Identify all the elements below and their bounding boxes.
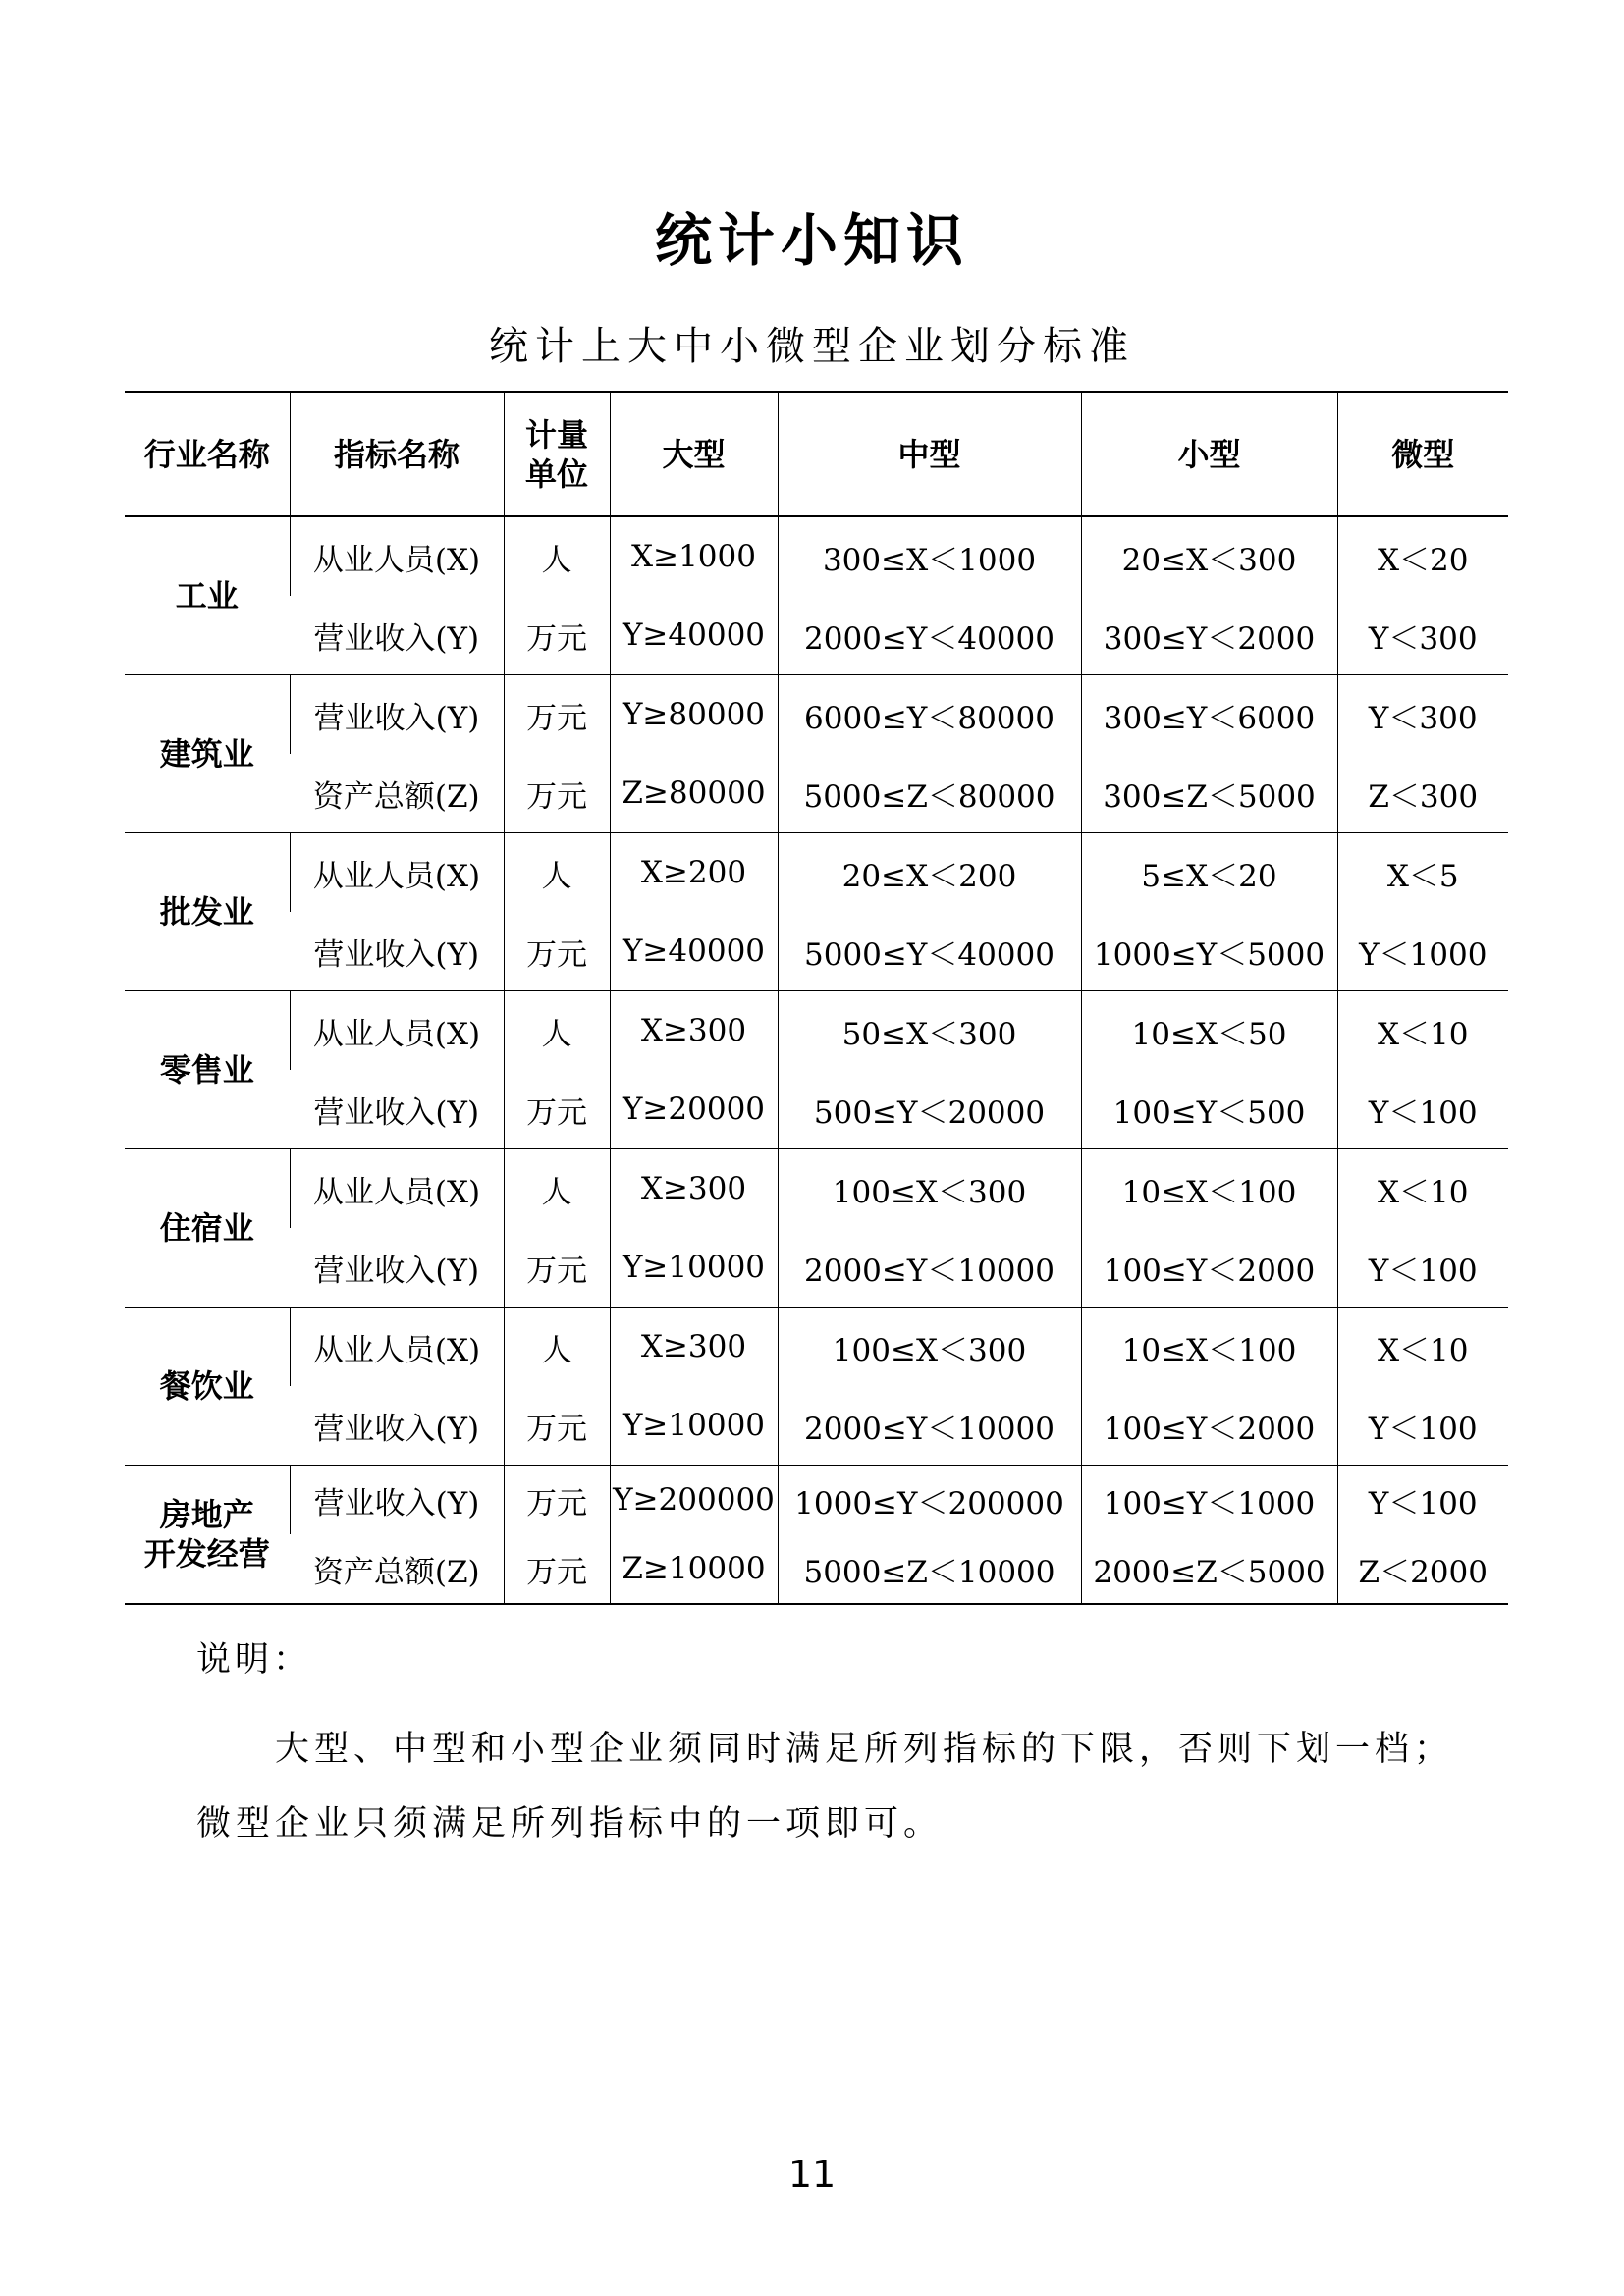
small-threshold-cell: 300≤Z＜5000 [1081, 754, 1337, 833]
unit-cell: 万元 [504, 912, 610, 991]
medium-threshold-cell: 100≤X＜300 [778, 1308, 1081, 1387]
medium-threshold-cell: 5000≤Y＜40000 [778, 912, 1081, 991]
small-threshold-cell: 1000≤Y＜5000 [1081, 912, 1337, 991]
medium-threshold-cell: 500≤Y＜20000 [778, 1070, 1081, 1149]
medium-threshold-cell: 20≤X＜200 [778, 833, 1081, 913]
indicator-name-cell: 营业收入(Y) [290, 1228, 504, 1308]
header-large: 大型 [610, 392, 778, 516]
small-threshold-cell: 100≤Y＜1000 [1081, 1466, 1337, 1535]
large-threshold-cell: Y≥200000 [610, 1466, 778, 1535]
medium-threshold-cell: 5000≤Z＜10000 [778, 1534, 1081, 1604]
table-row [125, 1534, 1508, 1604]
micro-threshold-cell: Y＜300 [1337, 596, 1508, 675]
small-threshold-cell: 100≤Y＜2000 [1081, 1228, 1337, 1308]
industry-name-cell: 建筑业 [125, 675, 290, 833]
micro-threshold-cell: X＜10 [1337, 1149, 1508, 1229]
notes-line-1: 大型、中型和小型企业须同时满足所列指标的下限，否则下划一档； [275, 1730, 1454, 1769]
table-row [125, 754, 1508, 833]
large-threshold-cell: X≥300 [610, 1149, 778, 1229]
medium-threshold-cell: 50≤X＜300 [778, 991, 1081, 1071]
table-title: 统计上大中小微型企业划分标准 [489, 324, 1135, 369]
micro-threshold-cell: X＜5 [1337, 833, 1508, 913]
small-threshold-cell: 100≤Y＜500 [1081, 1070, 1337, 1149]
small-threshold-cell: 300≤Y＜6000 [1081, 675, 1337, 755]
medium-threshold-cell: 300≤X＜1000 [778, 516, 1081, 596]
large-threshold-cell: Y≥40000 [610, 912, 778, 991]
header-medium: 中型 [778, 392, 1081, 516]
notes-line-2: 微型企业只须满足所列指标中的一项即可。 [196, 1804, 944, 1843]
unit-cell: 人 [504, 516, 610, 596]
header-small: 小型 [1081, 392, 1337, 516]
table-row [125, 1070, 1508, 1149]
industry-name-cell: 住宿业 [125, 1149, 290, 1308]
table-row [125, 675, 1508, 755]
table-row [125, 1308, 1508, 1387]
unit-cell: 人 [504, 833, 610, 913]
indicator-name-cell: 从业人员(X) [290, 1149, 504, 1229]
table-row [125, 1228, 1508, 1308]
industry-name-cell: 餐饮业 [125, 1308, 290, 1466]
table-row [125, 912, 1508, 991]
small-threshold-cell: 10≤X＜50 [1081, 991, 1337, 1071]
small-threshold-cell: 20≤X＜300 [1081, 516, 1337, 596]
large-threshold-cell: Y≥10000 [610, 1228, 778, 1308]
micro-threshold-cell: X＜10 [1337, 991, 1508, 1071]
small-threshold-cell: 2000≤Z＜5000 [1081, 1534, 1337, 1604]
header-industry: 行业名称 [125, 392, 290, 516]
micro-threshold-cell: X＜10 [1337, 1308, 1508, 1387]
micro-threshold-cell: Z＜300 [1337, 754, 1508, 833]
medium-threshold-cell: 2000≤Y＜10000 [778, 1386, 1081, 1466]
medium-threshold-cell: 2000≤Y＜40000 [778, 596, 1081, 675]
medium-threshold-cell: 5000≤Z＜80000 [778, 754, 1081, 833]
table-row [125, 1386, 1508, 1466]
unit-cell: 人 [504, 1149, 610, 1229]
micro-threshold-cell: Y＜1000 [1337, 912, 1508, 991]
micro-threshold-cell: Y＜100 [1337, 1228, 1508, 1308]
indicator-name-cell: 营业收入(Y) [290, 1466, 504, 1535]
unit-cell: 万元 [504, 1466, 610, 1535]
large-threshold-cell: Y≥10000 [610, 1386, 778, 1466]
small-threshold-cell: 300≤Y＜2000 [1081, 596, 1337, 675]
table-row [125, 1149, 1508, 1229]
table-row [125, 596, 1508, 675]
unit-cell: 万元 [504, 754, 610, 833]
notes-heading: 说明： [196, 1640, 312, 1680]
medium-threshold-cell: 100≤X＜300 [778, 1149, 1081, 1229]
unit-cell: 万元 [504, 1534, 610, 1604]
micro-threshold-cell: Y＜100 [1337, 1386, 1508, 1466]
industry-name-cell: 零售业 [125, 991, 290, 1149]
large-threshold-cell: X≥200 [610, 833, 778, 913]
large-threshold-cell: Y≥20000 [610, 1070, 778, 1149]
large-threshold-cell: Y≥80000 [610, 675, 778, 755]
unit-cell: 人 [504, 991, 610, 1071]
header-micro: 微型 [1337, 392, 1508, 516]
table-header-row [125, 392, 1508, 516]
medium-threshold-cell: 2000≤Y＜10000 [778, 1228, 1081, 1308]
micro-threshold-cell: Z＜2000 [1337, 1534, 1508, 1604]
large-threshold-cell: X≥1000 [610, 516, 778, 596]
unit-cell: 人 [504, 1308, 610, 1387]
large-threshold-cell: Z≥10000 [610, 1534, 778, 1604]
small-threshold-cell: 100≤Y＜2000 [1081, 1386, 1337, 1466]
table-row [125, 833, 1508, 913]
industry-name-cell: 批发业 [125, 833, 290, 991]
indicator-name-cell: 从业人员(X) [290, 991, 504, 1071]
table-row [125, 516, 1508, 596]
indicator-name-cell: 从业人员(X) [290, 833, 504, 913]
indicator-name-cell: 从业人员(X) [290, 516, 504, 596]
micro-threshold-cell: Y＜100 [1337, 1466, 1508, 1535]
micro-threshold-cell: Y＜100 [1337, 1070, 1508, 1149]
small-threshold-cell: 10≤X＜100 [1081, 1308, 1337, 1387]
unit-cell: 万元 [504, 1070, 610, 1149]
small-threshold-cell: 5≤X＜20 [1081, 833, 1337, 913]
page-title: 统计小知识 [654, 207, 969, 274]
medium-threshold-cell: 6000≤Y＜80000 [778, 675, 1081, 755]
small-threshold-cell: 10≤X＜100 [1081, 1149, 1337, 1229]
unit-cell: 万元 [504, 1386, 610, 1466]
unit-cell: 万元 [504, 1228, 610, 1308]
industry-name-cell: 工业 [125, 516, 290, 675]
table-row [125, 991, 1508, 1071]
indicator-name-cell: 资产总额(Z) [312, 1554, 480, 1590]
large-threshold-cell: X≥300 [610, 991, 778, 1071]
indicator-name-cell: 资产总额(Z) [290, 754, 504, 833]
indicator-name-cell: 营业收入(Y) [290, 675, 504, 755]
indicator-name-cell: 从业人员(X) [290, 1308, 504, 1387]
notes-body [196, 1712, 1473, 1861]
indicator-name-cell: 营业收入(Y) [290, 1386, 504, 1466]
large-threshold-cell: Z≥80000 [610, 754, 778, 833]
table-body [125, 516, 1508, 1604]
enterprise-size-table [125, 391, 1508, 1605]
indicator-name-cell: 营业收入(Y) [290, 1070, 504, 1149]
micro-threshold-cell: X＜20 [1337, 516, 1508, 596]
header-indicator: 指标名称 [290, 392, 504, 516]
indicator-name-cell: 营业收入(Y) [290, 912, 504, 991]
table-row [125, 1466, 1508, 1535]
header-unit: 计量 单位 [504, 392, 610, 516]
industry-name-cell: 房地产 开发经营 [143, 1496, 270, 1573]
large-threshold-cell: X≥300 [610, 1308, 778, 1387]
unit-cell: 万元 [504, 675, 610, 755]
large-threshold-cell: Y≥40000 [610, 596, 778, 675]
page-number: 11 [787, 2153, 837, 2196]
unit-cell: 万元 [504, 596, 610, 675]
medium-threshold-cell: 1000≤Y＜200000 [778, 1466, 1081, 1535]
micro-threshold-cell: Y＜300 [1337, 675, 1508, 755]
indicator-name-cell: 营业收入(Y) [290, 596, 504, 675]
